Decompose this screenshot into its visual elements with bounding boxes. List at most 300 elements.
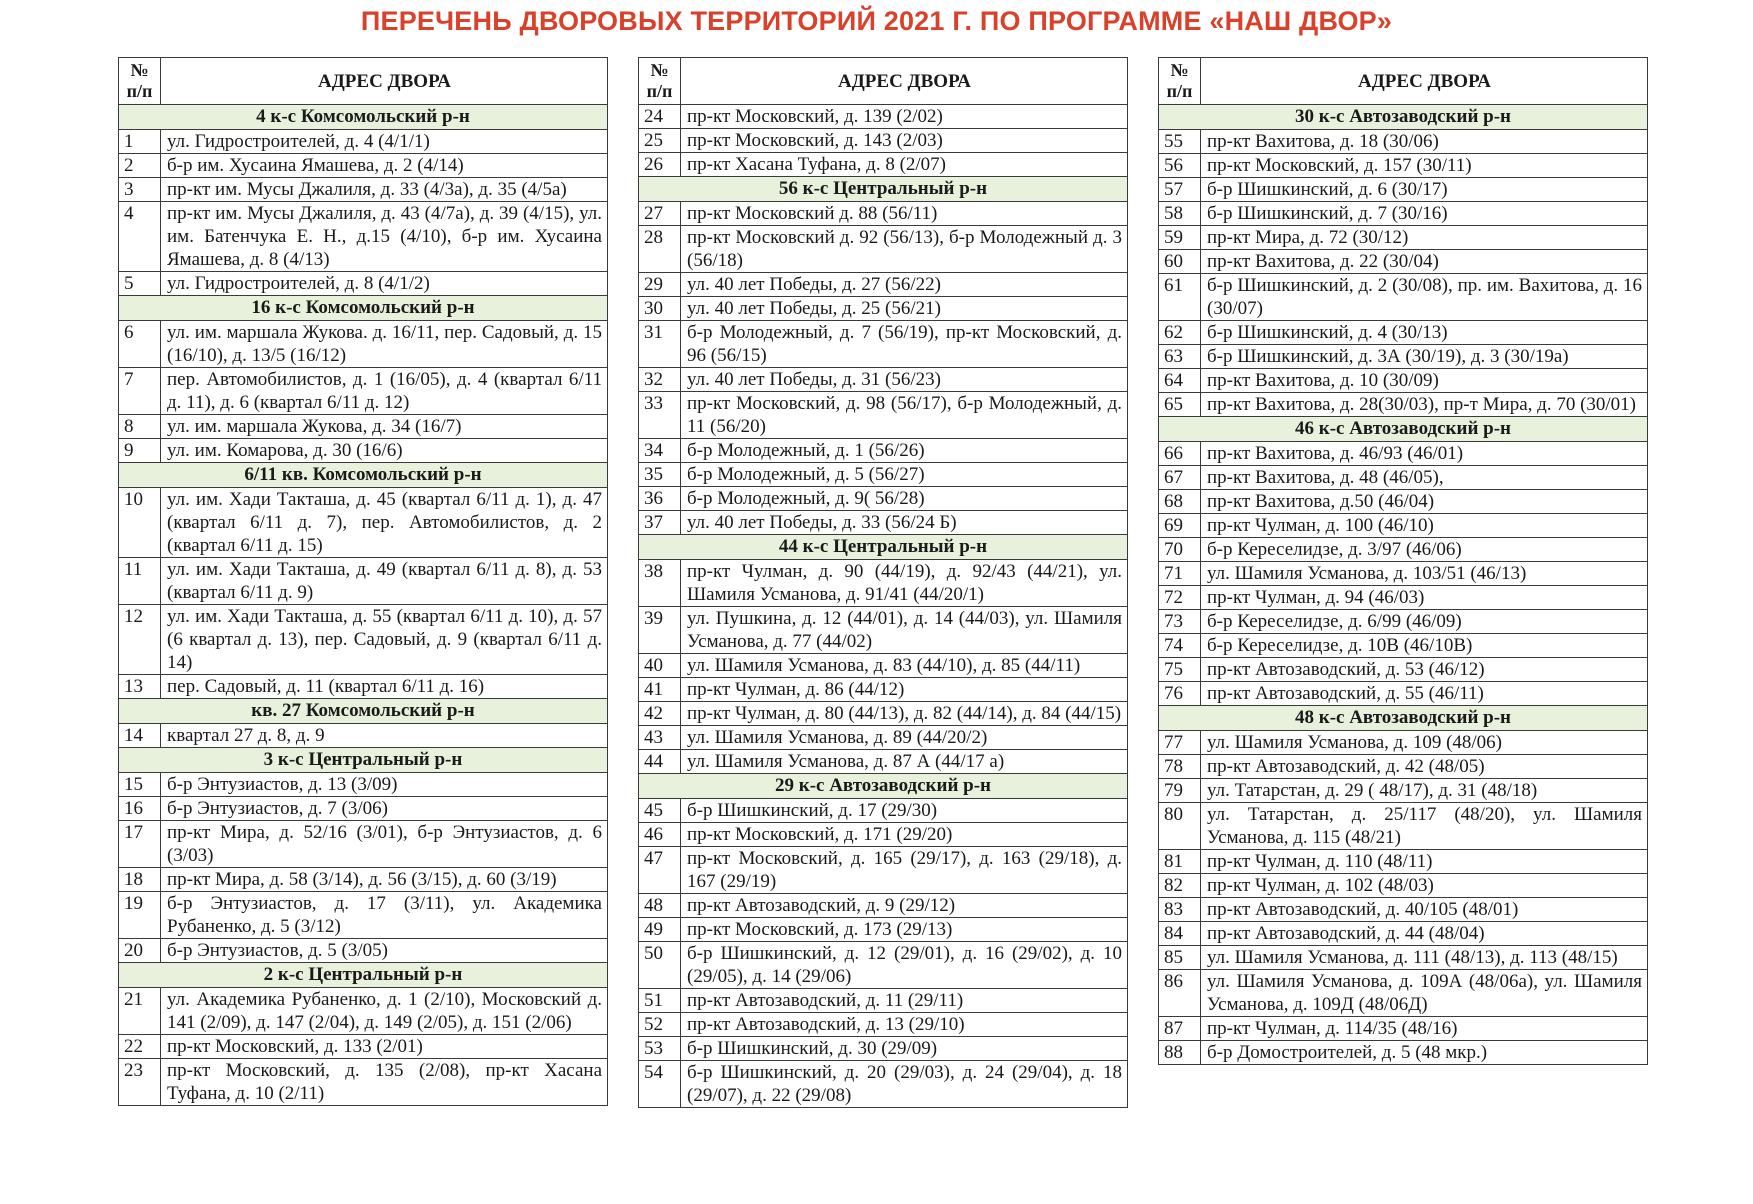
table-row <box>639 105 1128 129</box>
table-row <box>639 726 1128 750</box>
row-address: ул. 40 лет Победы, д. 33 (56/24 Б) <box>681 511 1128 535</box>
table-row <box>1159 946 1648 970</box>
row-number: 45 <box>639 799 681 823</box>
row-number: 26 <box>639 153 681 177</box>
row-address: пр-кт Чулман, д. 102 (48/03) <box>1201 874 1648 898</box>
row-address: ул. Татарстан, д. 25/117 (48/20), ул. Шамиля Усманова, д. 115 (48/21) <box>1201 803 1648 850</box>
row-address: пр-кт Московский, д. 171 (29/20) <box>681 823 1128 847</box>
section-title: 29 к-с Автозаводский р-н <box>639 774 1128 799</box>
row-number: 18 <box>119 868 161 892</box>
row-address: пр-кт Московский, д. 157 (30/11) <box>1201 154 1648 178</box>
table-row <box>1159 634 1648 658</box>
row-number: 15 <box>119 773 161 797</box>
row-number: 74 <box>1159 634 1201 658</box>
row-address: пр-кт Мира, д. 72 (30/12) <box>1201 226 1648 250</box>
row-number: 49 <box>639 918 681 942</box>
row-address: ул. Шамиля Усманова, д. 83 (44/10), д. 85 (44/11) <box>681 654 1128 678</box>
row-number: 60 <box>1159 250 1201 274</box>
row-address: б-р Энтузиастов, д. 7 (3/06) <box>161 797 608 821</box>
header-address: АДРЕС ДВОРА <box>161 58 608 105</box>
table-row <box>639 487 1128 511</box>
row-number: 56 <box>1159 154 1201 178</box>
table-row <box>639 463 1128 487</box>
table-row <box>639 942 1128 989</box>
table-row <box>119 368 608 415</box>
row-number: 13 <box>119 675 161 699</box>
row-address: пр-кт Московский, д. 139 (2/02) <box>681 105 1128 129</box>
table-row <box>119 439 608 463</box>
row-address: пр-кт Московский, д. 165 (29/17), д. 163 (29/18), д. 167 (29/19) <box>681 847 1128 894</box>
table-header-row <box>639 58 1128 105</box>
row-number: 32 <box>639 368 681 392</box>
row-number: 86 <box>1159 970 1201 1017</box>
row-number: 77 <box>1159 731 1201 755</box>
row-address: пр-кт Московский д. 88 (56/11) <box>681 202 1128 226</box>
row-number: 41 <box>639 678 681 702</box>
row-address: ул. 40 лет Победы, д. 25 (56/21) <box>681 297 1128 321</box>
table-row <box>1159 970 1648 1017</box>
row-address: б-р Шишкинский, д. 17 (29/30) <box>681 799 1128 823</box>
table-row <box>1159 321 1648 345</box>
table-row <box>1159 442 1648 466</box>
table-row <box>119 558 608 605</box>
row-number: 11 <box>119 558 161 605</box>
table-row <box>639 750 1128 774</box>
table-row <box>1159 154 1648 178</box>
table-row <box>639 226 1128 273</box>
table-header-row <box>119 58 608 105</box>
row-number: 21 <box>119 988 161 1035</box>
section-row <box>1159 417 1648 442</box>
row-address: пр-кт Автозаводский, д. 9 (29/12) <box>681 894 1128 918</box>
table-row <box>1159 874 1648 898</box>
row-address: б-р Молодежный, д. 9( 56/28) <box>681 487 1128 511</box>
table-row <box>639 129 1128 153</box>
row-number: 59 <box>1159 226 1201 250</box>
section-title: 48 к-с Автозаводский р-н <box>1159 706 1648 731</box>
section-title: 16 к-с Комсомольский р-н <box>119 296 608 321</box>
row-address: б-р Кереселидзе, д. 3/97 (46/06) <box>1201 538 1648 562</box>
header-number: № п/п <box>119 58 161 105</box>
row-number: 37 <box>639 511 681 535</box>
table-row <box>639 202 1128 226</box>
table-row <box>639 678 1128 702</box>
table-row <box>1159 1041 1648 1065</box>
header-number: № п/п <box>639 58 681 105</box>
table-row <box>639 297 1128 321</box>
table-row <box>119 488 608 558</box>
row-address: ул. им. маршала Жукова, д. 34 (16/7) <box>161 415 608 439</box>
row-number: 70 <box>1159 538 1201 562</box>
table-row <box>1159 658 1648 682</box>
row-address: ул. Пушкина, д. 12 (44/01), д. 14 (44/03), ул. Шамиля Усманова, д. 77 (44/02) <box>681 607 1128 654</box>
section-title: 6/11 кв. Комсомольский р-н <box>119 463 608 488</box>
row-number: 16 <box>119 797 161 821</box>
row-number: 62 <box>1159 321 1201 345</box>
row-number: 22 <box>119 1035 161 1059</box>
row-number: 81 <box>1159 850 1201 874</box>
table-row <box>1159 803 1648 850</box>
section-title: 30 к-с Автозаводский р-н <box>1159 105 1648 130</box>
row-number: 6 <box>119 321 161 368</box>
row-address: б-р Молодежный, д. 5 (56/27) <box>681 463 1128 487</box>
row-number: 17 <box>119 821 161 868</box>
address-table-2 <box>638 57 1128 1108</box>
row-address: пр-кт Вахитова, д. 10 (30/09) <box>1201 369 1648 393</box>
section-title: кв. 27 Комсомольский р-н <box>119 699 608 724</box>
table-row <box>1159 178 1648 202</box>
row-number: 83 <box>1159 898 1201 922</box>
table-row <box>1159 586 1648 610</box>
table-row <box>639 799 1128 823</box>
table-row <box>639 1013 1128 1037</box>
row-address: пр-кт Московский, д. 143 (2/03) <box>681 129 1128 153</box>
row-number: 2 <box>119 154 161 178</box>
table-row <box>639 511 1128 535</box>
table-row <box>639 560 1128 607</box>
row-number: 29 <box>639 273 681 297</box>
row-number: 7 <box>119 368 161 415</box>
row-address: ул. Шамиля Усманова, д. 109А (48/06а), ул. Шамиля Усманова, д. 109Д (48/06Д) <box>1201 970 1648 1017</box>
section-row <box>639 535 1128 560</box>
table-row <box>1159 562 1648 586</box>
table-row <box>119 154 608 178</box>
table-header-row <box>1159 58 1648 105</box>
row-number: 84 <box>1159 922 1201 946</box>
row-address: б-р Домостроителей, д. 5 (48 мкр.) <box>1201 1041 1648 1065</box>
row-number: 75 <box>1159 658 1201 682</box>
table-row <box>119 202 608 272</box>
row-address: б-р Кереселидзе, д. 6/99 (46/09) <box>1201 610 1648 634</box>
row-address: б-р Шишкинский, д. 12 (29/01), д. 16 (29/02), д. 10 (29/05), д. 14 (29/06) <box>681 942 1128 989</box>
row-address: ул. им. маршала Жукова. д. 16/11, пер. Садовый, д. 15 (16/10), д. 13/5 (16/12) <box>161 321 608 368</box>
row-number: 64 <box>1159 369 1201 393</box>
table-row <box>639 273 1128 297</box>
row-address: пер. Автомобилистов, д. 1 (16/05), д. 4 (квартал 6/11 д. 11), д. 6 (квартал 6/11 д. 12) <box>161 368 608 415</box>
row-number: 51 <box>639 989 681 1013</box>
row-number: 4 <box>119 202 161 272</box>
row-address: б-р Энтузиастов, д. 13 (3/09) <box>161 773 608 797</box>
table-row <box>119 605 608 675</box>
row-number: 9 <box>119 439 161 463</box>
table-row <box>119 1059 608 1106</box>
row-address: б-р Энтузиастов, д. 17 (3/11), ул. Академика Рубаненко, д. 5 (3/12) <box>161 892 608 939</box>
table-row <box>119 773 608 797</box>
row-address: пр-кт Московский, д. 98 (56/17), б-р Молодежный, д. 11 (56/20) <box>681 392 1128 439</box>
row-number: 14 <box>119 724 161 748</box>
table-row <box>119 797 608 821</box>
row-address: ул. им. Комарова, д. 30 (16/6) <box>161 439 608 463</box>
row-number: 43 <box>639 726 681 750</box>
table-row <box>639 894 1128 918</box>
row-address: пр-кт Чулман, д. 94 (46/03) <box>1201 586 1648 610</box>
section-title: 46 к-с Автозаводский р-н <box>1159 417 1648 442</box>
table-row <box>639 989 1128 1013</box>
row-address: ул. Шамиля Усманова, д. 87 А (44/17 а) <box>681 750 1128 774</box>
table-row <box>639 823 1128 847</box>
section-row <box>1159 105 1648 130</box>
row-address: пр-кт Чулман, д. 114/35 (48/16) <box>1201 1017 1648 1041</box>
table-row <box>1159 250 1648 274</box>
row-address: пр-кт Московский, д. 135 (2/08), пр-кт Хасана Туфана, д. 10 (2/11) <box>161 1059 608 1106</box>
table-row <box>639 918 1128 942</box>
row-address: пр-кт Вахитова, д. 18 (30/06) <box>1201 130 1648 154</box>
table-row <box>1159 1017 1648 1041</box>
row-number: 28 <box>639 226 681 273</box>
row-number: 23 <box>119 1059 161 1106</box>
row-address: пр-кт Автозаводский, д. 44 (48/04) <box>1201 922 1648 946</box>
row-number: 88 <box>1159 1041 1201 1065</box>
row-number: 80 <box>1159 803 1201 850</box>
row-address: пр-кт Чулман, д. 100 (46/10) <box>1201 514 1648 538</box>
row-address: пр-кт Вахитова, д. 28(30/03), пр-т Мира, д. 70 (30/01) <box>1201 393 1648 417</box>
row-address: б-р Шишкинский, д. 2 (30/08), пр. им. Вахитова, д. 16 (30/07) <box>1201 274 1648 321</box>
row-address: пр-кт Мира, д. 58 (3/14), д. 56 (3/15), д. 60 (3/19) <box>161 868 608 892</box>
header-number: № п/п <box>1159 58 1201 105</box>
row-number: 12 <box>119 605 161 675</box>
table-row <box>1159 731 1648 755</box>
row-address: пр-кт Мира, д. 52/16 (3/01), б-р Энтузиастов, д. 6 (3/03) <box>161 821 608 868</box>
table-row <box>1159 345 1648 369</box>
row-address: пр-кт Московский, д. 133 (2/01) <box>161 1035 608 1059</box>
table-row <box>119 939 608 963</box>
row-number: 10 <box>119 488 161 558</box>
row-address: б-р Шишкинский, д. 4 (30/13) <box>1201 321 1648 345</box>
row-address: пр-кт Автозаводский, д. 55 (46/11) <box>1201 682 1648 706</box>
row-address: б-р Шишкинский, д. 30 (29/09) <box>681 1037 1128 1061</box>
row-number: 69 <box>1159 514 1201 538</box>
row-number: 44 <box>639 750 681 774</box>
table-row <box>639 847 1128 894</box>
table-row <box>639 1037 1128 1061</box>
table-row <box>119 130 608 154</box>
row-address: б-р Молодежный, д. 7 (56/19), пр-кт Московский, д. 96 (56/15) <box>681 321 1128 368</box>
row-address: б-р Молодежный, д. 1 (56/26) <box>681 439 1128 463</box>
row-number: 73 <box>1159 610 1201 634</box>
row-address: ул. 40 лет Победы, д. 31 (56/23) <box>681 368 1128 392</box>
row-address: ул. Татарстан, д. 29 ( 48/17), д. 31 (48/18) <box>1201 779 1648 803</box>
row-number: 63 <box>1159 345 1201 369</box>
table-row <box>1159 898 1648 922</box>
row-address: б-р Шишкинский, д. 7 (30/16) <box>1201 202 1648 226</box>
header-address: АДРЕС ДВОРА <box>681 58 1128 105</box>
table-row <box>639 368 1128 392</box>
row-number: 50 <box>639 942 681 989</box>
row-number: 61 <box>1159 274 1201 321</box>
table-row <box>1159 466 1648 490</box>
address-table-3 <box>1158 57 1648 1065</box>
table-row <box>119 821 608 868</box>
table-row <box>1159 274 1648 321</box>
row-number: 30 <box>639 297 681 321</box>
row-number: 67 <box>1159 466 1201 490</box>
row-address: ул. Гидростроителей, д. 8 (4/1/2) <box>161 272 608 296</box>
row-address: пр-кт Вахитова, д. 48 (46/05), <box>1201 466 1648 490</box>
row-number: 8 <box>119 415 161 439</box>
row-address: б-р Шишкинский, д. 6 (30/17) <box>1201 178 1648 202</box>
table-row <box>639 153 1128 177</box>
row-address: ул. им. Хади Такташа, д. 49 (квартал 6/11 д. 8), д. 53 (квартал 6/11 д. 9) <box>161 558 608 605</box>
row-number: 54 <box>639 1061 681 1108</box>
row-number: 53 <box>639 1037 681 1061</box>
table-row <box>1159 755 1648 779</box>
table-row <box>119 1035 608 1059</box>
section-row <box>119 748 608 773</box>
row-number: 24 <box>639 105 681 129</box>
row-number: 1 <box>119 130 161 154</box>
row-address: пр-кт Московский, д. 173 (29/13) <box>681 918 1128 942</box>
table-row <box>639 702 1128 726</box>
row-number: 35 <box>639 463 681 487</box>
header-address: АДРЕС ДВОРА <box>1201 58 1648 105</box>
row-number: 40 <box>639 654 681 678</box>
row-address: пр-кт им. Мусы Джалиля, д. 43 (4/7а), д. 39 (4/15), ул. им. Батенчука Е. Н., д.15 (4/10), б-р им. Хусаина Ямашева, д. 8 (4/13) <box>161 202 608 272</box>
table-row <box>1159 538 1648 562</box>
row-number: 34 <box>639 439 681 463</box>
row-address: пр-кт Автозаводский, д. 53 (46/12) <box>1201 658 1648 682</box>
table-row <box>1159 490 1648 514</box>
table-row <box>1159 393 1648 417</box>
row-address: пр-кт им. Мусы Джалиля, д. 33 (4/3а), д. 35 (4/5а) <box>161 178 608 202</box>
row-address: ул. Гидростроителей, д. 4 (4/1/1) <box>161 130 608 154</box>
row-number: 87 <box>1159 1017 1201 1041</box>
row-number: 57 <box>1159 178 1201 202</box>
row-number: 76 <box>1159 682 1201 706</box>
table-row <box>119 272 608 296</box>
row-address: пр-кт Вахитова, д. 22 (30/04) <box>1201 250 1648 274</box>
page-title: ПЕРЕЧЕНЬ ДВОРОВЫХ ТЕРРИТОРИЙ 2021 Г. ПО ПРОГРАММЕ «НАШ ДВОР» <box>360 6 1393 36</box>
row-address: пр-кт Чулман, д. 86 (44/12) <box>681 678 1128 702</box>
row-address: ул. Академика Рубаненко, д. 1 (2/10), Московский д. 141 (2/09), д. 147 (2/04), д. 149 (2/05), д. 151 (2/06) <box>161 988 608 1035</box>
table-row <box>1159 369 1648 393</box>
table-row <box>1159 610 1648 634</box>
row-address: ул. им. Хади Такташа, д. 55 (квартал 6/11 д. 10), д. 57 (6 квартал д. 13), пер. Садовый, д. 9 (квартал 6/11 д. 14) <box>161 605 608 675</box>
row-number: 85 <box>1159 946 1201 970</box>
table-row <box>1159 202 1648 226</box>
row-number: 33 <box>639 392 681 439</box>
row-number: 25 <box>639 129 681 153</box>
row-address: ул. Шамиля Усманова, д. 89 (44/20/2) <box>681 726 1128 750</box>
section-row <box>119 105 608 130</box>
row-number: 42 <box>639 702 681 726</box>
table-row <box>119 868 608 892</box>
row-number: 5 <box>119 272 161 296</box>
row-number: 66 <box>1159 442 1201 466</box>
row-number: 47 <box>639 847 681 894</box>
row-address: ул. им. Хади Такташа, д. 45 (квартал 6/11 д. 1), д. 47 (квартал 6/11 д. 7), пер. Автомобилистов, д. 2 (квартал 6/11 д. 15) <box>161 488 608 558</box>
table-row <box>1159 514 1648 538</box>
section-row <box>119 963 608 988</box>
row-number: 39 <box>639 607 681 654</box>
section-row <box>639 774 1128 799</box>
section-title: 3 к-с Центральный р-н <box>119 748 608 773</box>
row-number: 36 <box>639 487 681 511</box>
table-row <box>119 178 608 202</box>
address-table-1 <box>118 57 608 1106</box>
row-address: пр-кт Чулман, д. 110 (48/11) <box>1201 850 1648 874</box>
row-address: б-р им. Хусаина Ямашева, д. 2 (4/14) <box>161 154 608 178</box>
table-row <box>1159 850 1648 874</box>
row-address: б-р Шишкинский, д. 20 (29/03), д. 24 (29/04), д. 18 (29/07), д. 22 (29/08) <box>681 1061 1128 1108</box>
row-address: б-р Энтузиастов, д. 5 (3/05) <box>161 939 608 963</box>
row-number: 65 <box>1159 393 1201 417</box>
row-number: 20 <box>119 939 161 963</box>
table-row <box>639 607 1128 654</box>
row-address: пр-кт Автозаводский, д. 13 (29/10) <box>681 1013 1128 1037</box>
table-row <box>119 892 608 939</box>
section-row <box>1159 706 1648 731</box>
section-title: 4 к-с Комсомольский р-н <box>119 105 608 130</box>
row-number: 68 <box>1159 490 1201 514</box>
row-address: ул. Шамиля Усманова, д. 111 (48/13), д. 113 (48/15) <box>1201 946 1648 970</box>
row-address: пр-кт Автозаводский, д. 40/105 (48/01) <box>1201 898 1648 922</box>
table-row <box>639 439 1128 463</box>
section-row <box>119 463 608 488</box>
row-number: 79 <box>1159 779 1201 803</box>
table-row <box>1159 922 1648 946</box>
section-row <box>119 296 608 321</box>
row-address: пр-кт Вахитова, д. 46/93 (46/01) <box>1201 442 1648 466</box>
table-row <box>119 988 608 1035</box>
table-row <box>639 1061 1128 1108</box>
row-address: ул. 40 лет Победы, д. 27 (56/22) <box>681 273 1128 297</box>
table-row <box>1159 226 1648 250</box>
row-address: пр-кт Вахитова, д.50 (46/04) <box>1201 490 1648 514</box>
section-row <box>119 699 608 724</box>
row-number: 46 <box>639 823 681 847</box>
row-number: 82 <box>1159 874 1201 898</box>
row-address: ул. Шамиля Усманова, д. 103/51 (46/13) <box>1201 562 1648 586</box>
row-address: б-р Шишкинский, д. 3А (30/19), д. 3 (30/19а) <box>1201 345 1648 369</box>
row-address: квартал 27 д. 8, д. 9 <box>161 724 608 748</box>
row-number: 3 <box>119 178 161 202</box>
row-number: 78 <box>1159 755 1201 779</box>
row-number: 38 <box>639 560 681 607</box>
table-row <box>119 675 608 699</box>
row-number: 55 <box>1159 130 1201 154</box>
table-row <box>1159 682 1648 706</box>
row-address: пер. Садовый, д. 11 (квартал 6/11 д. 16) <box>161 675 608 699</box>
table-row <box>119 321 608 368</box>
row-number: 27 <box>639 202 681 226</box>
section-row <box>639 177 1128 202</box>
table-row <box>1159 779 1648 803</box>
row-number: 31 <box>639 321 681 368</box>
row-number: 52 <box>639 1013 681 1037</box>
row-number: 58 <box>1159 202 1201 226</box>
table-row <box>119 415 608 439</box>
section-title: 56 к-с Центральный р-н <box>639 177 1128 202</box>
row-address: пр-кт Автозаводский, д. 11 (29/11) <box>681 989 1128 1013</box>
row-address: ул. Шамиля Усманова, д. 109 (48/06) <box>1201 731 1648 755</box>
row-address: пр-кт Автозаводский, д. 42 (48/05) <box>1201 755 1648 779</box>
row-address: пр-кт Московский д. 92 (56/13), б-р Молодежный д. 3 (56/18) <box>681 226 1128 273</box>
table-row <box>1159 130 1648 154</box>
row-address: б-р Кереселидзе, д. 10В (46/10В) <box>1201 634 1648 658</box>
table-row <box>639 392 1128 439</box>
section-title: 2 к-с Центральный р-н <box>119 963 608 988</box>
row-address: пр-кт Чулман, д. 90 (44/19), д. 92/43 (44/21), ул. Шамиля Усманова, д. 91/41 (44/20/1) <box>681 560 1128 607</box>
row-address: пр-кт Чулман, д. 80 (44/13), д. 82 (44/14), д. 84 (44/15) <box>681 702 1128 726</box>
row-number: 72 <box>1159 586 1201 610</box>
row-address: пр-кт Хасана Туфана, д. 8 (2/07) <box>681 153 1128 177</box>
table-row <box>639 321 1128 368</box>
section-title: 44 к-с Центральный р-н <box>639 535 1128 560</box>
row-number: 71 <box>1159 562 1201 586</box>
row-number: 48 <box>639 894 681 918</box>
table-row <box>639 654 1128 678</box>
table-row <box>119 724 608 748</box>
